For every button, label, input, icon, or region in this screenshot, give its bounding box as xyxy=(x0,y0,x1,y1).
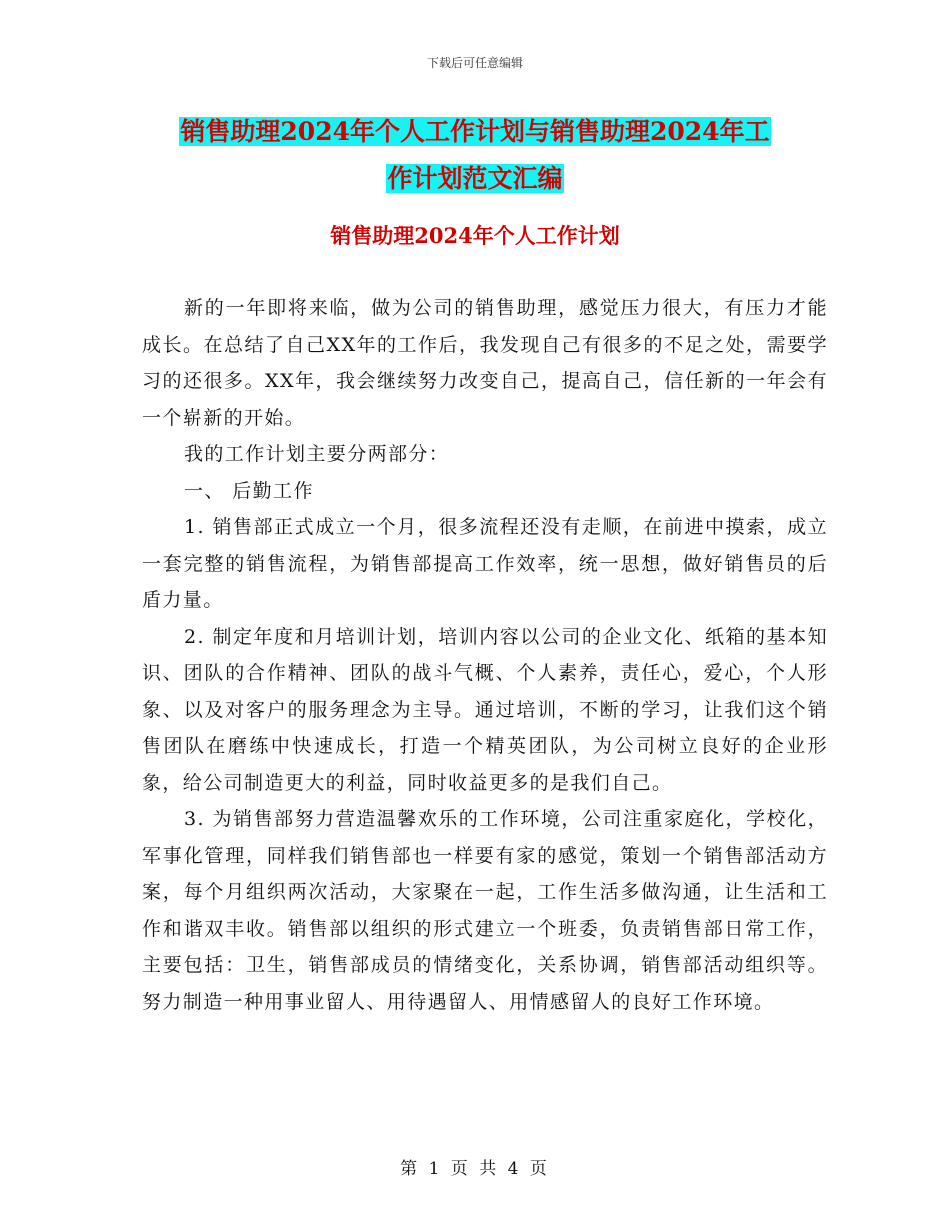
document-title-line-2: 作计划范文汇编 xyxy=(387,164,563,193)
paragraph: 2. 制定年度和月培训计划，培训内容以公司的企业文化、纸箱的基本知识、团队的合作精神、团队的战斗气概、个人素养，责任心，爱心，个人形象、以及对客户的服务理念为主导。通过培训，不断的学习，让我们这个销售团队在磨练中快速成长，打造一个精英团队，为公司树立良好的企业形象，给公司制造更大的利益，同时收益更多的是我们自己。 xyxy=(142,625,828,794)
document-title xyxy=(0,108,950,202)
section-title: 销售助理2024年个人工作计划 xyxy=(330,223,620,248)
paragraph: 3. 为销售部努力营造温馨欢乐的工作环境，公司注重家庭化，学校化，军事化管理，同样我们销售部也一样要有家的感觉，策划一个销售部活动方案，每个月组织两次活动，大家聚在一起，工作生活多做沟通，让生活和工作和谐双丰收。销售部以组织的形式建立一个班委，负责销售部日常工作，主要包括：卫生，销售部成员的情绪变化，关系协调，销售部活动组织等。努力制造一种用事业留人、用待遇留人、用情感留人的良好工作环境。 xyxy=(142,808,828,1013)
paragraph: 新的一年即将来临，做为公司的销售助理，感觉压力很大，有压力才能成长。在总结了自己XX年的工作后，我发现自己有很多的不足之处，需要学习的还很多。XX年，我会继续努力改变自己，提高自己，信任新的一年会有一个崭新的开始。 xyxy=(142,297,828,429)
paragraph: 我的工作计划主要分两部分： xyxy=(184,443,450,465)
page-footer: 第 1 页 共 4 页 xyxy=(400,1159,550,1179)
paragraph: 1. 销售部正式成立一个月，很多流程还没有走顺，在前进中摸索，成立一套完整的销售流程，为销售部提高工作效率，统一思想，做好销售员的后盾力量。 xyxy=(142,516,828,611)
document-body xyxy=(142,290,828,1020)
page-header: 下载后可任意编辑 xyxy=(426,56,523,70)
paragraph: 一、 后勤工作 xyxy=(184,479,314,502)
document-title-line-1: 销售助理2024年个人工作计划与销售助理2024年工 xyxy=(180,117,770,146)
